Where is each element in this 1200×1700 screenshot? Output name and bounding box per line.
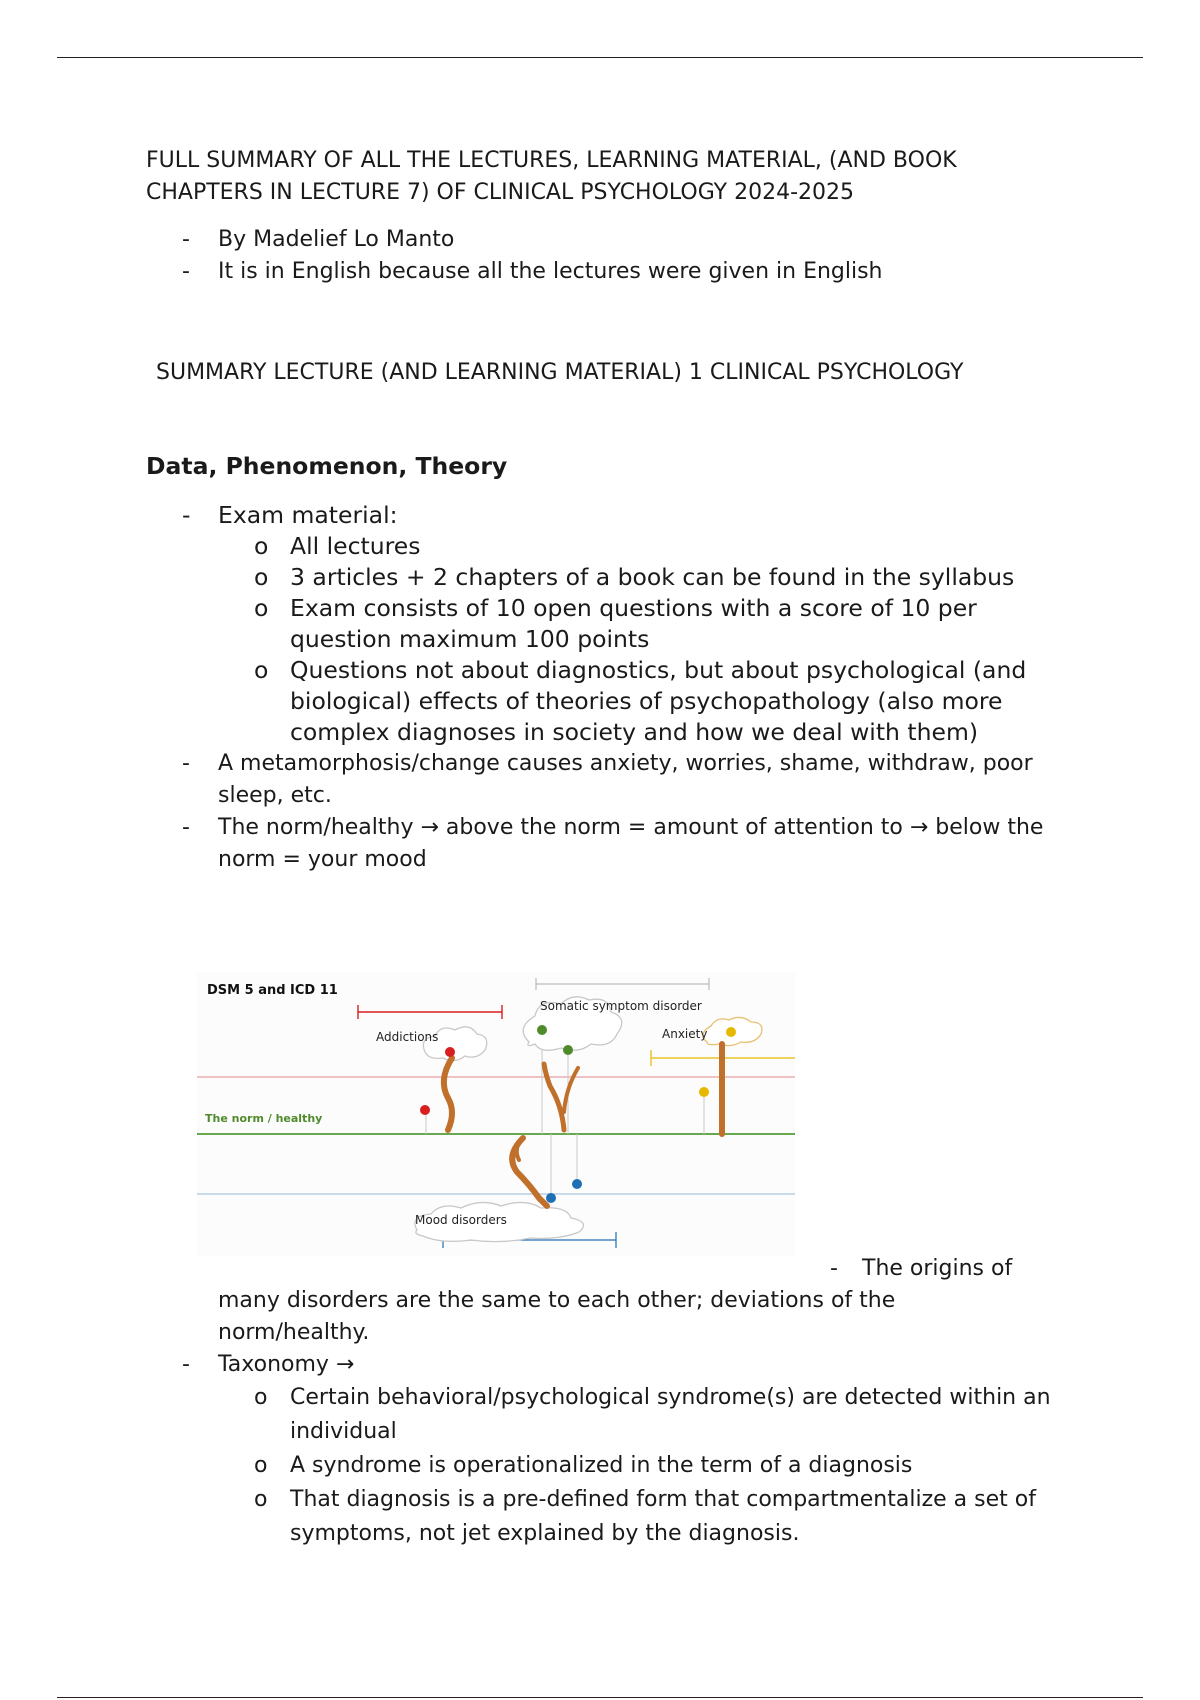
origins-first-text: The origins of — [862, 1256, 1013, 1281]
sub-item-text: Questions not about diagnostics, but about psychological (and biological) effects of theories of psychopathology (also more complex diagnoses in society and how we deal with them) — [290, 656, 1027, 746]
addictions-label: Addictions — [376, 1030, 439, 1044]
anxiety-dot-upper — [726, 1027, 736, 1037]
mood-label: Mood disorders — [415, 1213, 507, 1227]
sub-item-text: A syndrome is operationalized in the term of a diagnosis — [290, 1453, 913, 1478]
list-item — [146, 1349, 1076, 1551]
main-list — [146, 500, 1076, 876]
somatic-dot-left — [537, 1025, 547, 1035]
exam-label: Exam material: — [218, 501, 398, 529]
taxonomy-label: Taxonomy → — [218, 1352, 355, 1377]
sub-bullet: o — [254, 1487, 268, 1512]
intro-list — [146, 224, 1076, 288]
addictions-dot-lower — [420, 1105, 430, 1115]
sub-bullet: o — [254, 656, 269, 684]
top-rule — [57, 57, 1143, 58]
addictions-dot-upper — [445, 1047, 455, 1057]
metamorphosis-text: A metamorphosis/change causes anxiety, worries, shame, withdraw, poor sleep, etc. — [218, 751, 1033, 808]
list-item — [146, 748, 1076, 812]
norm-label: The norm / healthy — [205, 1112, 323, 1125]
mood-dot-lower — [546, 1193, 556, 1203]
sub-list-item — [146, 593, 1076, 655]
dash-bullet: - — [182, 751, 190, 776]
origins-line-start — [830, 1253, 1013, 1285]
dash-bullet: - — [182, 501, 191, 529]
sub-item-text: Certain behavioral/psychological syndrome(s) are detected within an individual — [290, 1385, 1051, 1444]
somatic-dot-right — [563, 1045, 573, 1055]
norm-text: The norm/healthy → above the norm = amount of attention to → below the norm = your mood — [218, 815, 1044, 872]
sub-list-item — [146, 531, 1076, 562]
taxonomy-list — [146, 1349, 1076, 1551]
list-item — [146, 256, 1076, 288]
somatic-label: Somatic symptom disorder — [540, 999, 702, 1013]
dash-bullet: - — [182, 815, 190, 840]
sub-item-text: That diagnosis is a pre-defined form that compartmentalize a set of symptoms, not jet explained by the diagnosis. — [290, 1487, 1036, 1546]
dash-bullet: - — [182, 227, 190, 252]
list-item — [146, 224, 1076, 256]
sub-bullet: o — [254, 563, 269, 591]
mood-dot-upper — [572, 1179, 582, 1189]
origins-line-rest: many disorders are the same to each other; deviations of the norm/healthy. — [218, 1288, 896, 1345]
sub-list-item — [146, 655, 1076, 748]
anxiety-dot-lower — [699, 1087, 709, 1097]
section-heading: Data, Phenomenon, Theory — [146, 452, 508, 480]
language-note: It is in English because all the lectures were given in English — [218, 259, 883, 284]
sub-item-text: 3 articles + 2 chapters of a book can be found in the syllabus — [290, 563, 1015, 591]
sub-item-text: All lectures — [290, 532, 421, 560]
document-title: FULL SUMMARY OF ALL THE LECTURES, LEARNING MATERIAL, (AND BOOK CHAPTERS IN LECTURE 7) OF CLINICAL PSYCHOLOGY 2024-2025 — [146, 148, 957, 205]
diagram-title: DSM 5 and ICD 11 — [207, 983, 338, 998]
sub-list-item — [146, 562, 1076, 593]
sub-item-text: Exam consists of 10 open questions with a score of 10 per question maximum 100 points — [290, 594, 977, 653]
bottom-rule — [57, 1697, 1143, 1698]
sub-bullet: o — [254, 1385, 268, 1410]
list-item — [146, 812, 1076, 876]
anxiety-label: Anxiety — [662, 1027, 708, 1041]
dash-bullet: - — [182, 1352, 190, 1377]
sub-bullet: o — [254, 594, 269, 622]
sub-list-item — [146, 1381, 1076, 1449]
author-line: By Madelief Lo Manto — [218, 227, 455, 252]
dsm-icd-diagram — [197, 972, 795, 1256]
section-title: SUMMARY LECTURE (AND LEARNING MATERIAL) 1 CLINICAL PSYCHOLOGY — [156, 360, 964, 385]
sub-bullet: o — [254, 532, 269, 560]
sub-bullet: o — [254, 1453, 268, 1478]
dash-bullet: - — [830, 1256, 838, 1281]
sub-list-item — [146, 1483, 1076, 1551]
exam-sublist — [146, 531, 1076, 748]
taxonomy-sublist — [146, 1381, 1076, 1551]
dash-bullet: - — [182, 259, 190, 284]
list-item — [146, 500, 1076, 748]
sub-list-item — [146, 1449, 1076, 1483]
